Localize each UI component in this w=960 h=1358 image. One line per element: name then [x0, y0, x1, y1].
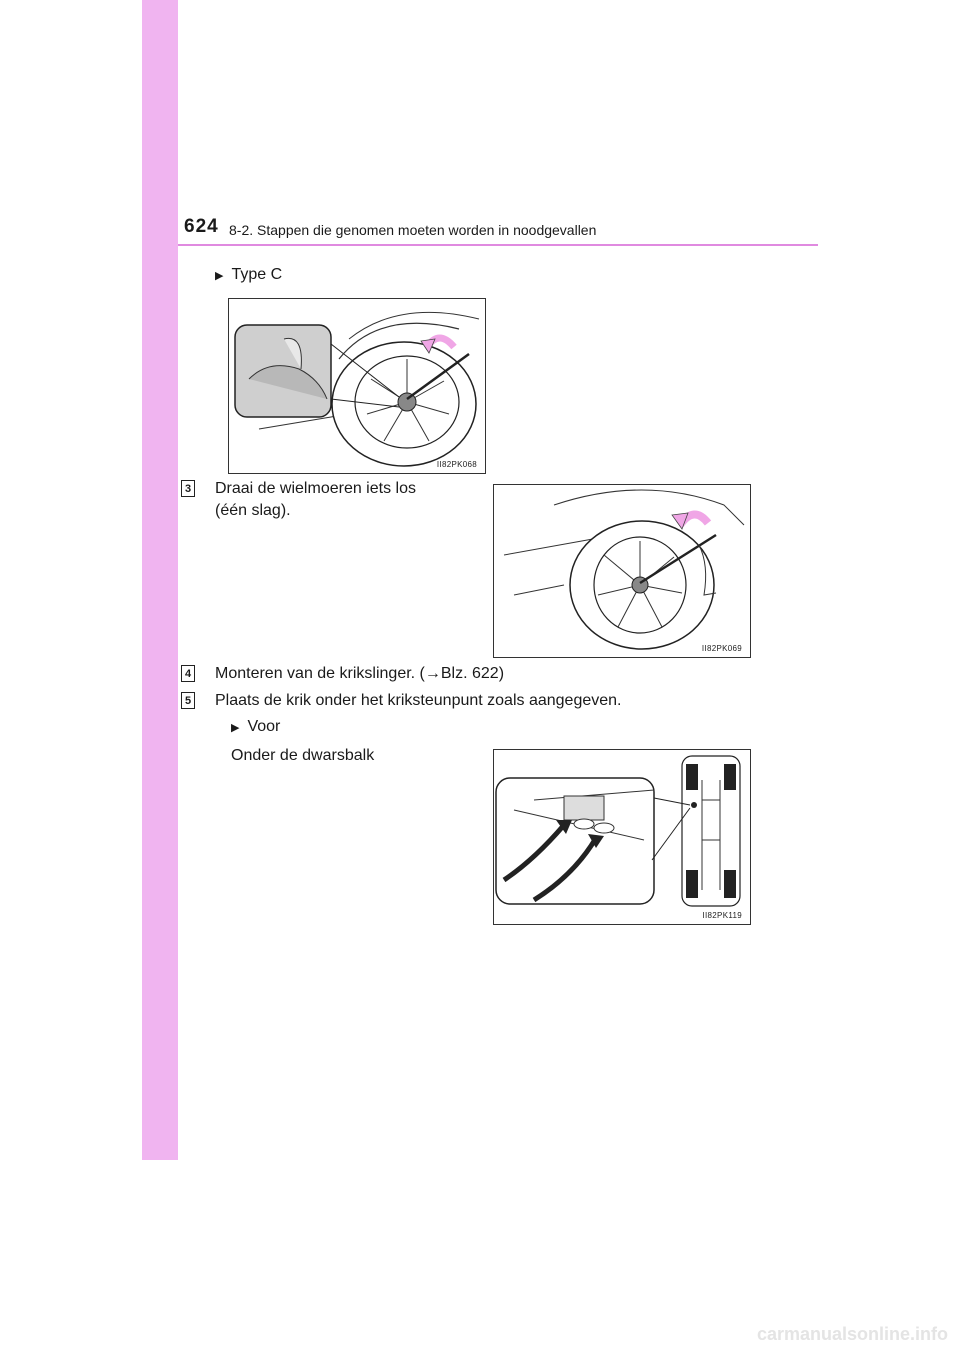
- under-crossbeam-text: Onder de dwarsbalk: [231, 747, 375, 764]
- page-number: 624: [184, 216, 219, 237]
- loosen-nuts-illustration: [494, 485, 750, 657]
- section-title: 8-2. Stappen die genomen moeten worden in noodgevallen: [229, 222, 597, 238]
- figure-code: II82PK119: [702, 911, 742, 920]
- step-3-line-2: (één slag).: [215, 502, 291, 519]
- figure-type-c-wheel-cover: [228, 298, 486, 474]
- step-3-line-1-text: Draai de wielmoeren iets los: [215, 480, 416, 497]
- front-heading: [231, 718, 280, 736]
- step-number-4: 4: [181, 665, 195, 682]
- figure-code: II82PK068: [436, 460, 477, 469]
- step-3-line-1: [215, 478, 479, 500]
- header-divider: [178, 244, 818, 246]
- watermark-logo: [730, 1318, 950, 1348]
- bullet-triangle-icon: ▶: [215, 269, 224, 282]
- wheel-cover-illustration: [229, 299, 485, 473]
- figure-loosen-wheel-nuts: [493, 484, 751, 658]
- jack-point-illustration: [494, 750, 750, 924]
- step-3-text: [215, 478, 479, 522]
- type-c-heading: [215, 266, 282, 284]
- figure-code: II82PK069: [701, 644, 742, 653]
- svg-text:carmanualsonline.info: carmanualsonline.info: [756, 1324, 948, 1344]
- type-c-label: Type C: [231, 266, 283, 283]
- figure-jack-point-front: [493, 749, 751, 925]
- front-label: Voor: [247, 718, 281, 735]
- step-5-text: Plaats de krik onder het kriksteunpunt zoals aangegeven.: [215, 692, 622, 709]
- step-number-5: 5: [181, 692, 195, 709]
- chapter-sidebar-tab: [142, 0, 178, 1160]
- step-number-3: 3: [181, 480, 195, 497]
- bullet-triangle-icon: ▶: [231, 721, 240, 734]
- step-4-text: Monteren van de krikslinger. (→Blz. 622): [215, 665, 505, 682]
